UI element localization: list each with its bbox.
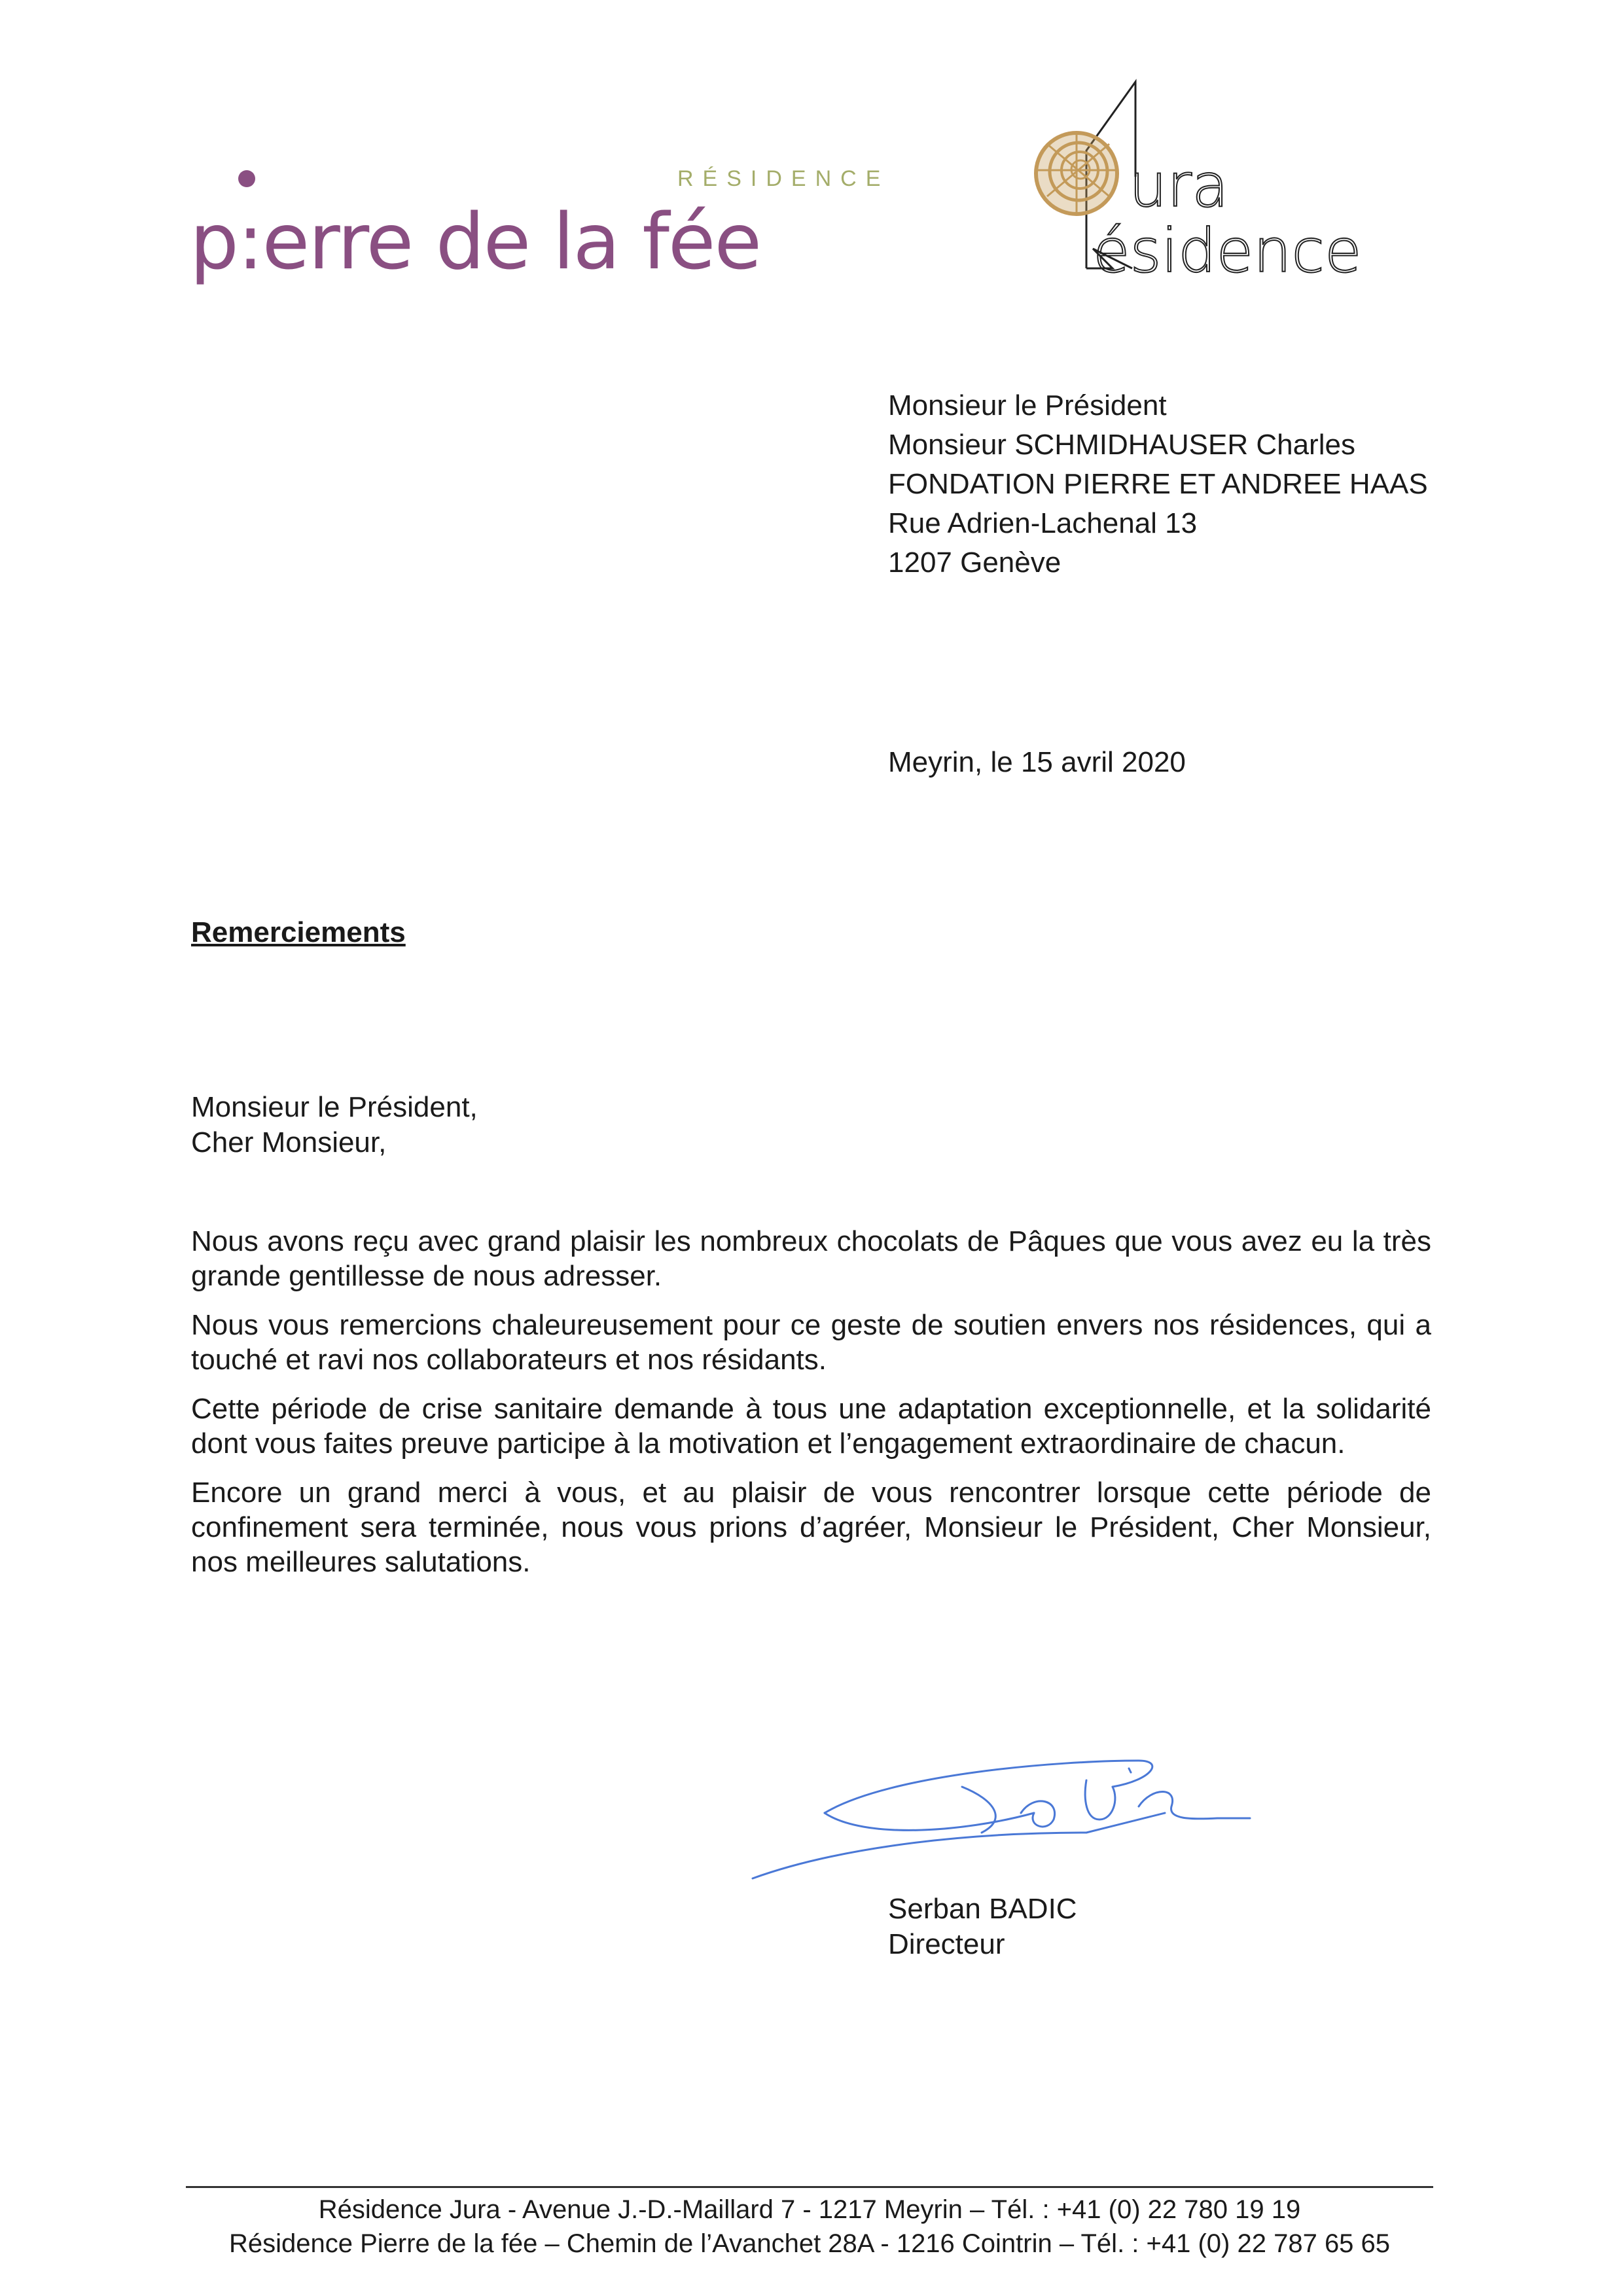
salutation [191,1090,478,1160]
logo-brand-name: p:erre de la fée [190,196,761,287]
footer-line-1: Résidence Jura - Avenue J.-D.-Maillard 7 - 1217 Meyrin – Tél. : +41 (0) 22 780 19 19 [318,2195,1301,2224]
body-paragraph-1: Nous avons reçu avec grand plaisir les nombreux chocolats de Pâques que vous avez eu la très grande gentillesse de nous adresser. [191,1225,1431,1292]
handwritten-signature [746,1734,1257,1892]
pierre-de-la-fee-logo [190,157,890,288]
recipient-line-2: Monsieur SCHMIDHAUSER Charles [888,429,1355,461]
jura-residence-logo-graphic [1001,72,1362,286]
recipient-line-3: FONDATION PIERRE ET ANDREE HAAS [888,468,1428,500]
signer-title: Directeur [888,1928,1005,1960]
footer-line-2: Résidence Pierre de la fée – Chemin de l’Avanchet 28A - 1216 Cointrin – Tél. : +41 (0) 22 787 65 65 [228,2229,1391,2258]
letter-date: Meyrin, le 15 avril 2020 [888,746,1186,778]
logo-dot [238,170,255,187]
svg-text:ésidence: ésidence [1093,216,1362,286]
signer-name: Serban BADIC [888,1893,1077,1925]
letter-body [191,1224,1431,1594]
svg-text:ura: ura [1129,151,1229,221]
body-paragraph-4: Encore un grand merci à vous, et au plaisir de vous rencontrer lorsque cette période de confinement sera terminée, nous vous prions d’agréer, Monsieur le Président, Cher Monsieur, nos meilleures salutations. [191,1477,1431,1578]
logo-residence-label: RÉSIDENCE [677,166,890,191]
signer-block [888,1892,1077,1962]
jura-residence-logo [1001,72,1362,286]
recipient-line-4: Rue Adrien-Lachenal 13 [888,507,1198,539]
salutation-line-1: Monsieur le Président, [191,1091,478,1123]
signature-graphic [746,1734,1257,1892]
footer-divider [186,2186,1433,2188]
recipient-line-5: 1207 Genève [888,547,1061,579]
body-paragraph-3: Cette période de crise sanitaire demande à tous une adaptation exceptionnelle, et la solidarité dont vous faites preuve participe à la motivation et l’engagement extraordinaire de chacun. [191,1393,1431,1460]
body-paragraph-2: Nous vous remercions chaleureusement pour ce geste de soutien envers nos résidences, qui a touché et ravi nos collaborateurs et nos résidants. [191,1309,1431,1376]
letter-footer [186,2193,1433,2261]
recipient-line-1: Monsieur le Président [888,389,1167,422]
salutation-line-2: Cher Monsieur, [191,1126,387,1158]
letter-subject: Remerciements [191,916,406,948]
recipient-address [888,386,1428,583]
